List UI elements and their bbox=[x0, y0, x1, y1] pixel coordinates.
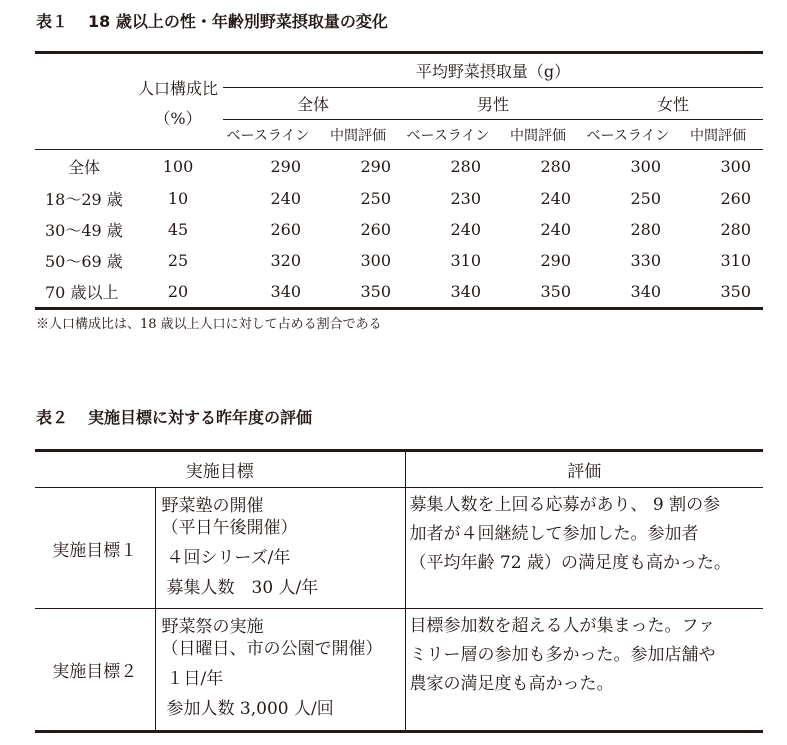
composition-value: 100 bbox=[133, 150, 223, 184]
goal-evaluation-table bbox=[35, 449, 763, 733]
intake-value: 350 bbox=[720, 282, 751, 301]
intake-value: 320 bbox=[270, 251, 301, 270]
eval-line: （平均年齢 72 歳）の満足度も高かった。 bbox=[409, 553, 731, 573]
row-label: 70 歳以上 bbox=[45, 283, 119, 302]
goal-plan bbox=[155, 488, 405, 609]
table1-title bbox=[36, 12, 388, 32]
intake-value: 260 bbox=[720, 189, 751, 208]
intake-value: 290 bbox=[540, 251, 571, 270]
row-label: 30～49 歳 bbox=[45, 221, 123, 240]
intake-value: 340 bbox=[270, 282, 301, 301]
evaluation-text bbox=[405, 609, 763, 732]
goal-column-header: 実施目標 bbox=[35, 451, 405, 488]
intake-value: 240 bbox=[270, 189, 301, 208]
intake-value: 330 bbox=[630, 251, 661, 270]
subcol-header: 中間評価 bbox=[330, 127, 386, 144]
table1-label: 表１ bbox=[36, 12, 69, 31]
row-label: 50～69 歳 bbox=[45, 252, 123, 271]
goal-label: 実施目標２ bbox=[35, 609, 155, 732]
table-row bbox=[35, 488, 763, 609]
goal-plan bbox=[155, 609, 405, 732]
table-row bbox=[35, 150, 763, 184]
plan-line: （平日午後開催） bbox=[161, 518, 298, 538]
table1-footnote: ※人口構成比は、18 歳以上人口に対して占める割合である bbox=[36, 317, 382, 332]
plan-line: １日/年 bbox=[166, 669, 224, 689]
subcol-header: ベースライン bbox=[586, 127, 670, 144]
subcol-header: 中間評価 bbox=[510, 127, 566, 144]
group-header-female: 女性 bbox=[583, 88, 763, 120]
table-row bbox=[35, 183, 763, 214]
intake-value: 310 bbox=[720, 251, 751, 270]
plan-line: 募集人数 30 人/年 bbox=[166, 578, 319, 598]
intake-value: 240 bbox=[540, 189, 571, 208]
intake-value: 340 bbox=[630, 282, 661, 301]
table2-title bbox=[36, 408, 312, 428]
intake-value: 280 bbox=[403, 150, 493, 184]
plan-line: ４回シリーズ/年 bbox=[166, 548, 291, 568]
eval-line: ミリー層の参加も多かった。参加店舗や bbox=[409, 645, 716, 665]
table-row bbox=[35, 214, 763, 245]
intake-value: 240 bbox=[450, 220, 481, 239]
row-label: 全体 bbox=[35, 150, 133, 184]
row-label: 18～29 歳 bbox=[45, 190, 123, 209]
table-row bbox=[35, 245, 763, 276]
row-header-corner bbox=[35, 53, 133, 150]
table2-caption: 実施目標に対する昨年度の評価 bbox=[88, 408, 313, 427]
eval-line: 目標参加数を超える人が集まった。ファ bbox=[409, 616, 716, 636]
composition-header-label: 人口構成比 bbox=[137, 78, 218, 98]
eval-line: 募集人数を上回る応募があり、 9 割の参 bbox=[409, 495, 721, 515]
composition-header bbox=[133, 53, 223, 150]
table-row bbox=[35, 276, 763, 309]
intake-value: 300 bbox=[583, 150, 673, 184]
table-row bbox=[35, 609, 763, 732]
intake-value: 250 bbox=[630, 189, 661, 208]
vegetable-intake-table bbox=[35, 51, 763, 310]
intake-value: 240 bbox=[540, 220, 571, 239]
composition-value: 20 bbox=[167, 282, 189, 301]
plan-line: （日曜日、市の公園で開催） bbox=[161, 639, 383, 659]
evaluation-text bbox=[405, 488, 763, 609]
table1-caption: 18 歳以上の性・年齢別野菜摂取量の変化 bbox=[88, 12, 388, 31]
intake-value: 310 bbox=[450, 251, 481, 270]
intake-value: 250 bbox=[360, 189, 391, 208]
intake-value: 300 bbox=[673, 150, 763, 184]
subcol-header: 中間評価 bbox=[690, 127, 746, 144]
intake-value: 230 bbox=[450, 189, 481, 208]
intake-value: 280 bbox=[630, 220, 661, 239]
intake-value: 260 bbox=[270, 220, 301, 239]
subcol-header: ベースライン bbox=[406, 127, 490, 144]
intake-value: 350 bbox=[360, 282, 391, 301]
composition-value: 10 bbox=[167, 189, 189, 208]
intake-value: 290 bbox=[223, 150, 313, 184]
composition-value: 25 bbox=[167, 251, 189, 270]
intake-value: 290 bbox=[313, 150, 403, 184]
evaluation-column-header: 評価 bbox=[405, 451, 763, 488]
group-header-male: 男性 bbox=[403, 88, 583, 120]
intake-value: 280 bbox=[720, 220, 751, 239]
intake-value: 280 bbox=[493, 150, 583, 184]
table2-label: 表２ bbox=[36, 408, 69, 427]
intake-value: 350 bbox=[540, 282, 571, 301]
eval-line: 農家の満足度も高かった。 bbox=[409, 674, 614, 694]
plan-line: 参加人数 3,000 人/回 bbox=[166, 699, 334, 719]
intake-value: 300 bbox=[360, 251, 391, 270]
intake-value: 340 bbox=[450, 282, 481, 301]
subcol-header: ベースライン bbox=[226, 127, 310, 144]
composition-value: 45 bbox=[167, 220, 189, 239]
plan-line: 野菜祭の実施 bbox=[161, 617, 264, 637]
intake-group-header: 平均野菜摂取量（g） bbox=[223, 53, 763, 88]
group-header-total: 全体 bbox=[223, 88, 403, 120]
eval-line: 加者が４回継続して参加した。参加者 bbox=[409, 524, 699, 544]
goal-label: 実施目標１ bbox=[52, 540, 138, 561]
composition-header-unit: （%） bbox=[154, 108, 202, 128]
intake-value: 260 bbox=[360, 220, 391, 239]
plan-line: 野菜塾の開催 bbox=[161, 496, 264, 516]
